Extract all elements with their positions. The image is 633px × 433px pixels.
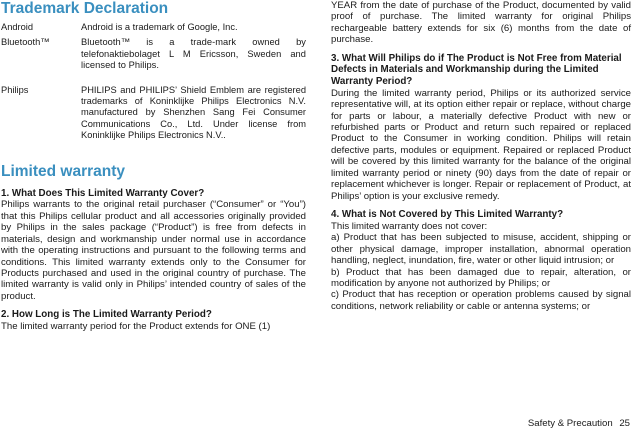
- trademark-row: [1, 22, 306, 33]
- section-2-body-start: The limited warranty period for the Product extends for ONE (1): [1, 320, 271, 332]
- page-number: 25: [619, 418, 630, 429]
- section-1-heading: 1. What Does This Limited Warranty Cover?: [1, 187, 205, 199]
- trademark-desc: PHILIPS and PHILIPS’ Shield Emblem are registered trademarks of Koninklijke Philips Electronics N.V. manufactured by Shenzhen Sang Fei Consumer Communications Co., Ltd. Under license from Koninklijke Philips Electronics N.V..: [81, 84, 306, 141]
- section-4-item-b: b) Product that has been damaged due to repair, alteration, or modification by anyone not authorized by Philips; or: [331, 266, 631, 289]
- section-4-heading: 4. What is Not Covered by This Limited Warranty?: [331, 209, 564, 221]
- section-3-body: During the limited warranty period, Philips or its authorized service representative will, at its option either repair or replace, without charge for parts or labour, a materially defective Product with new or refurbished parts or Product and return such repaired or replaced Product to the Consumer in working condition. Philips will retain defective parts, modules or equipment. Repaired or replaced Product will be covered by this limited warranty for the balance of the original limited warranty period or ninety (90) days from the date of repair or replacement whichever is longer. Repair or replacement of Product, at Philips’ option is your exclusive remedy.: [331, 87, 631, 202]
- trademark-table: [1, 22, 306, 142]
- section-1-body: Philips warrants to the original retail purchaser (“Consumer” or “You”) that this Philips cellular product and all accessories originally provided by Philips in the sales package (“Product”) is free from defects in materials, design and workmanship under normal use in accordance with the operating instructions and pursuant to the following terms and conditions. This limited warranty extends only to the Consumer for Products purchased and used in the original country of purchase. The limited warranty is valid only in Philips’ intended country of sales of the product.: [1, 199, 306, 302]
- trademark-desc: Android is a trademark of Google, Inc.: [81, 22, 238, 32]
- page-footer: [528, 418, 630, 429]
- trademark-desc: Bluetooth™ is a trade-mark owned by telefonaktiebolaget L M Ericsson, Sweden and licensed to Philips.: [81, 37, 306, 71]
- warranty-title: Limited warranty: [1, 162, 126, 180]
- right-column: [331, 0, 631, 312]
- footer-section-label: Safety & Precaution: [527, 418, 613, 429]
- trademark-name: Philips: [1, 84, 29, 95]
- section-4-item-c: c) Product that has reception or operation problems caused by signal conditions, network reliability or cable or antenna systems; or: [331, 289, 631, 312]
- section-2-heading: 2. How Long is The Limited Warranty Period?: [1, 309, 212, 321]
- trademark-title: Trademark Declaration: [1, 0, 169, 17]
- trademark-row: [1, 85, 306, 142]
- section-3-heading: 3. What Will Philips do if The Product is Not Free from Material Defects in Materials and Workmanship during the Limited Warranty Period?: [331, 52, 622, 87]
- trademark-name: Android: [1, 22, 34, 32]
- left-column: [1, 0, 306, 332]
- trademark-name: Bluetooth™: [1, 37, 50, 48]
- trademark-row: [1, 37, 306, 71]
- section-4-intro: This limited warranty does not cover:: [331, 220, 488, 232]
- section-2-body-continued: YEAR from the date of purchase of the Product, documented by valid proof of purchase. The limited warranty for original Philips rechargeable battery extends for six (6) months from the date of purchase.: [331, 0, 631, 46]
- section-4-item-a: a) Product that has been subjected to misuse, accident, shipping or other physical damage, improper installation, abnormal operation handling, neglect, inundation, fire, water or other liquid intrusion; or: [331, 232, 631, 267]
